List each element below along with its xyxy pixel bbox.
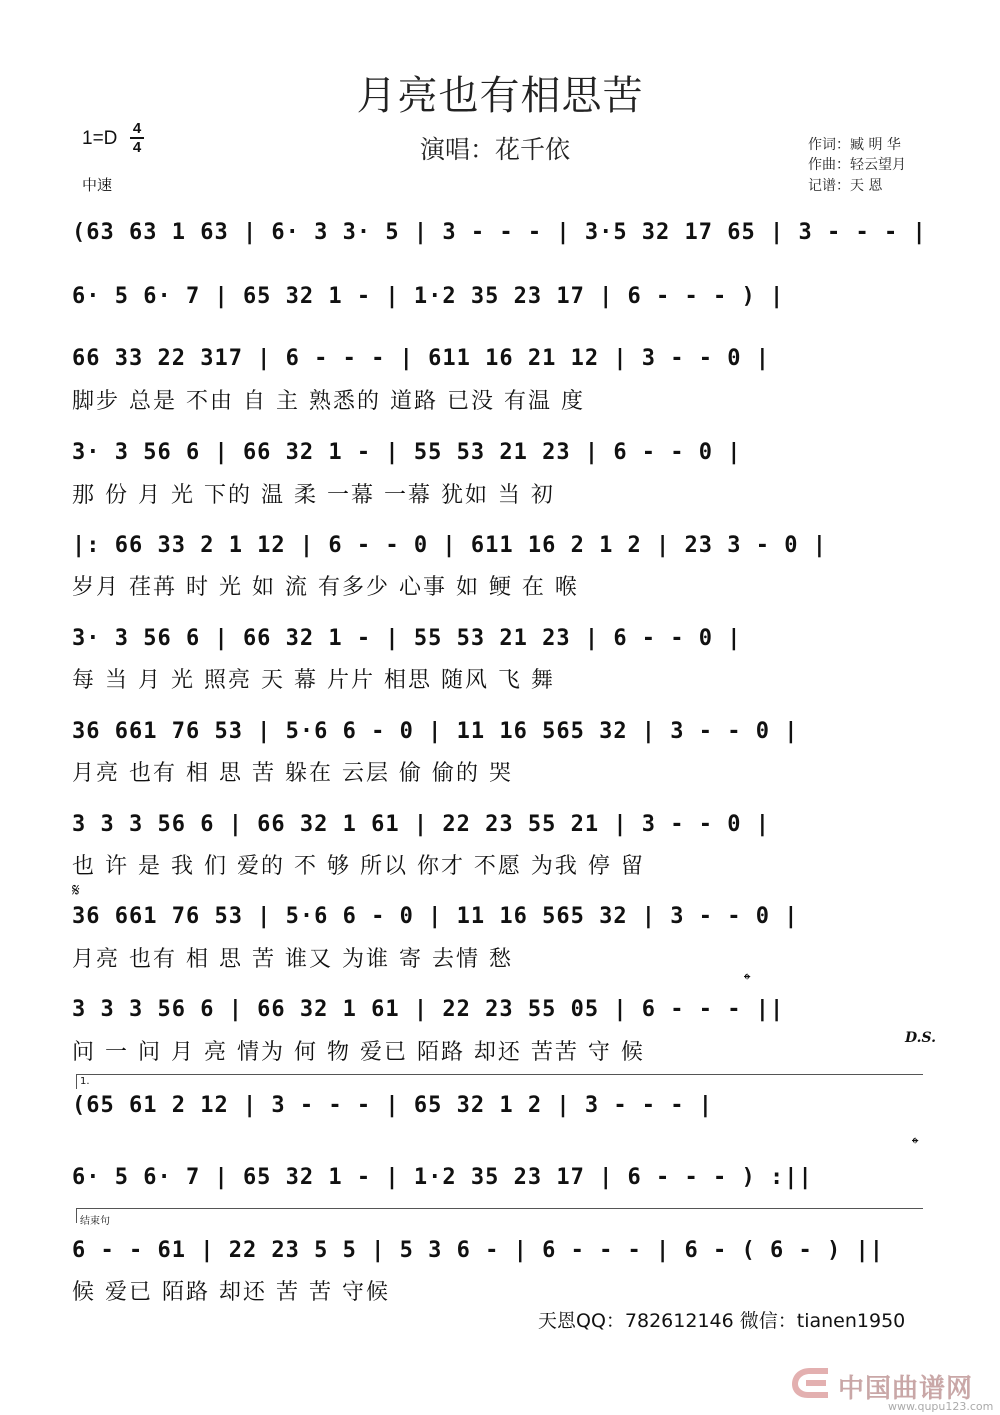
singer: 演唱：花千依 (420, 135, 571, 164)
time-signature-bottom: 4 (132, 139, 142, 156)
volta-1-label: 1. (80, 1076, 90, 1087)
segno-sign: 𝄋 (72, 880, 80, 901)
ending-bracket (76, 1208, 923, 1223)
key-signature: 1=D (82, 128, 118, 149)
time-signature-top: 4 (132, 120, 142, 137)
tempo-marking: 中速 (82, 176, 113, 194)
score-row-5-notes: |: 66 33 2 1 12 | 6 - - 0 | 611 16 2 1 2 | 23 3 - 0 | (72, 533, 827, 558)
time-signature (130, 120, 144, 156)
lyricist: 作词：臧 明 华 (808, 137, 901, 153)
lyric-row-9: 月亮 也有 相 思 苦 谁又 为谁 寄 去情 愁 (72, 947, 513, 972)
lyric-row-10: 问 一 问 月 亮 情为 何 物 爱已 陌路 却还 苦苦 守 候 (72, 1040, 645, 1065)
contact-info: 天恩QQ：782612146 微信：tianen1950 (538, 1310, 906, 1332)
transcriber: 记谱：天 恩 (808, 178, 883, 194)
score-row-12-notes: 6· 5 6· 7 | 65 32 1 - | 1·2 35 23 17 | 6 - - - ) :|| (72, 1165, 813, 1190)
score-row-9-notes: 36 661 76 53 | 5·6 6 - 0 | 11 16 565 32 | 3 - - 0 | (72, 904, 799, 929)
lyric-row-13: 候 爱已 陌路 却还 苦 苦 守候 (72, 1280, 390, 1305)
score-row-13-notes: 6 - - 61 | 22 23 5 5 | 5 3 6 - | 6 - - - | 6 - ( 6 - ) || (72, 1238, 884, 1263)
lyric-row-7: 月亮 也有 相 思 苦 躲在 云层 偷 偷的 哭 (72, 761, 513, 786)
score-row-11-notes: (65 61 2 12 | 3 - - - | 65 32 1 2 | 3 - - - | (72, 1093, 714, 1118)
lyric-row-4: 那 份 月 光 下的 温 柔 一幕 一幕 犹如 当 初 (72, 483, 555, 508)
score-row-4-notes: 3· 3 56 6 | 66 32 1 - | 55 53 21 23 | 6 - - 0 | (72, 440, 742, 465)
ending-label: 结束句 (80, 1216, 110, 1227)
score-row-8-notes: 3 3 3 56 6 | 66 32 1 61 | 22 23 55 21 | 3 - - 0 | (72, 812, 771, 837)
score-row-1-notes: (63 63 1 63 | 6· 3 3· 5 | 3 - - - | 3·5 32 17 65 | 3 - - - | (72, 220, 927, 245)
score-row-7-notes: 36 661 76 53 | 5·6 6 - 0 | 11 16 565 32 | 3 - - 0 | (72, 719, 799, 744)
volta-1-bracket (76, 1074, 923, 1089)
score-row-10-notes: 3 3 3 56 6 | 66 32 1 61 | 22 23 55 05 | 6 - - - || (72, 997, 785, 1022)
coda-sign-2: 𝄌 (912, 1134, 919, 1155)
watermark-logo-icon (790, 1366, 830, 1400)
score-row-2-notes: 6· 5 6· 7 | 65 32 1 - | 1·2 35 23 17 | 6 - - - ) | (72, 284, 785, 309)
lyric-row-3: 脚步 总是 不由 自 主 熟悉的 道路 已没 有温 度 (72, 389, 585, 414)
score-row-3-notes: 66 33 22 317 | 6 - - - | 611 16 21 12 | 3 - - 0 | (72, 346, 771, 371)
song-title: 月亮也有相思苦 (356, 73, 644, 119)
lyric-row-6: 每 当 月 光 照亮 天 幕 片片 相思 随风 飞 舞 (72, 668, 555, 693)
lyric-row-5: 岁月 荏苒 时 光 如 流 有多少 心事 如 鲠 在 喉 (72, 575, 579, 600)
watermark-url: www.qupu123.com (888, 1400, 994, 1413)
composer: 作曲：轻云望月 (808, 157, 906, 173)
ds-marking: D.S. (905, 1030, 937, 1046)
score-row-6-notes: 3· 3 56 6 | 66 32 1 - | 55 53 21 23 | 6 - - 0 | (72, 626, 742, 651)
lyric-row-8: 也 许 是 我 们 爱的 不 够 所以 你才 不愿 为我 停 留 (72, 854, 645, 879)
coda-sign-1: 𝄌 (744, 970, 751, 991)
watermark-text: 中国曲谱网 (838, 1374, 974, 1404)
